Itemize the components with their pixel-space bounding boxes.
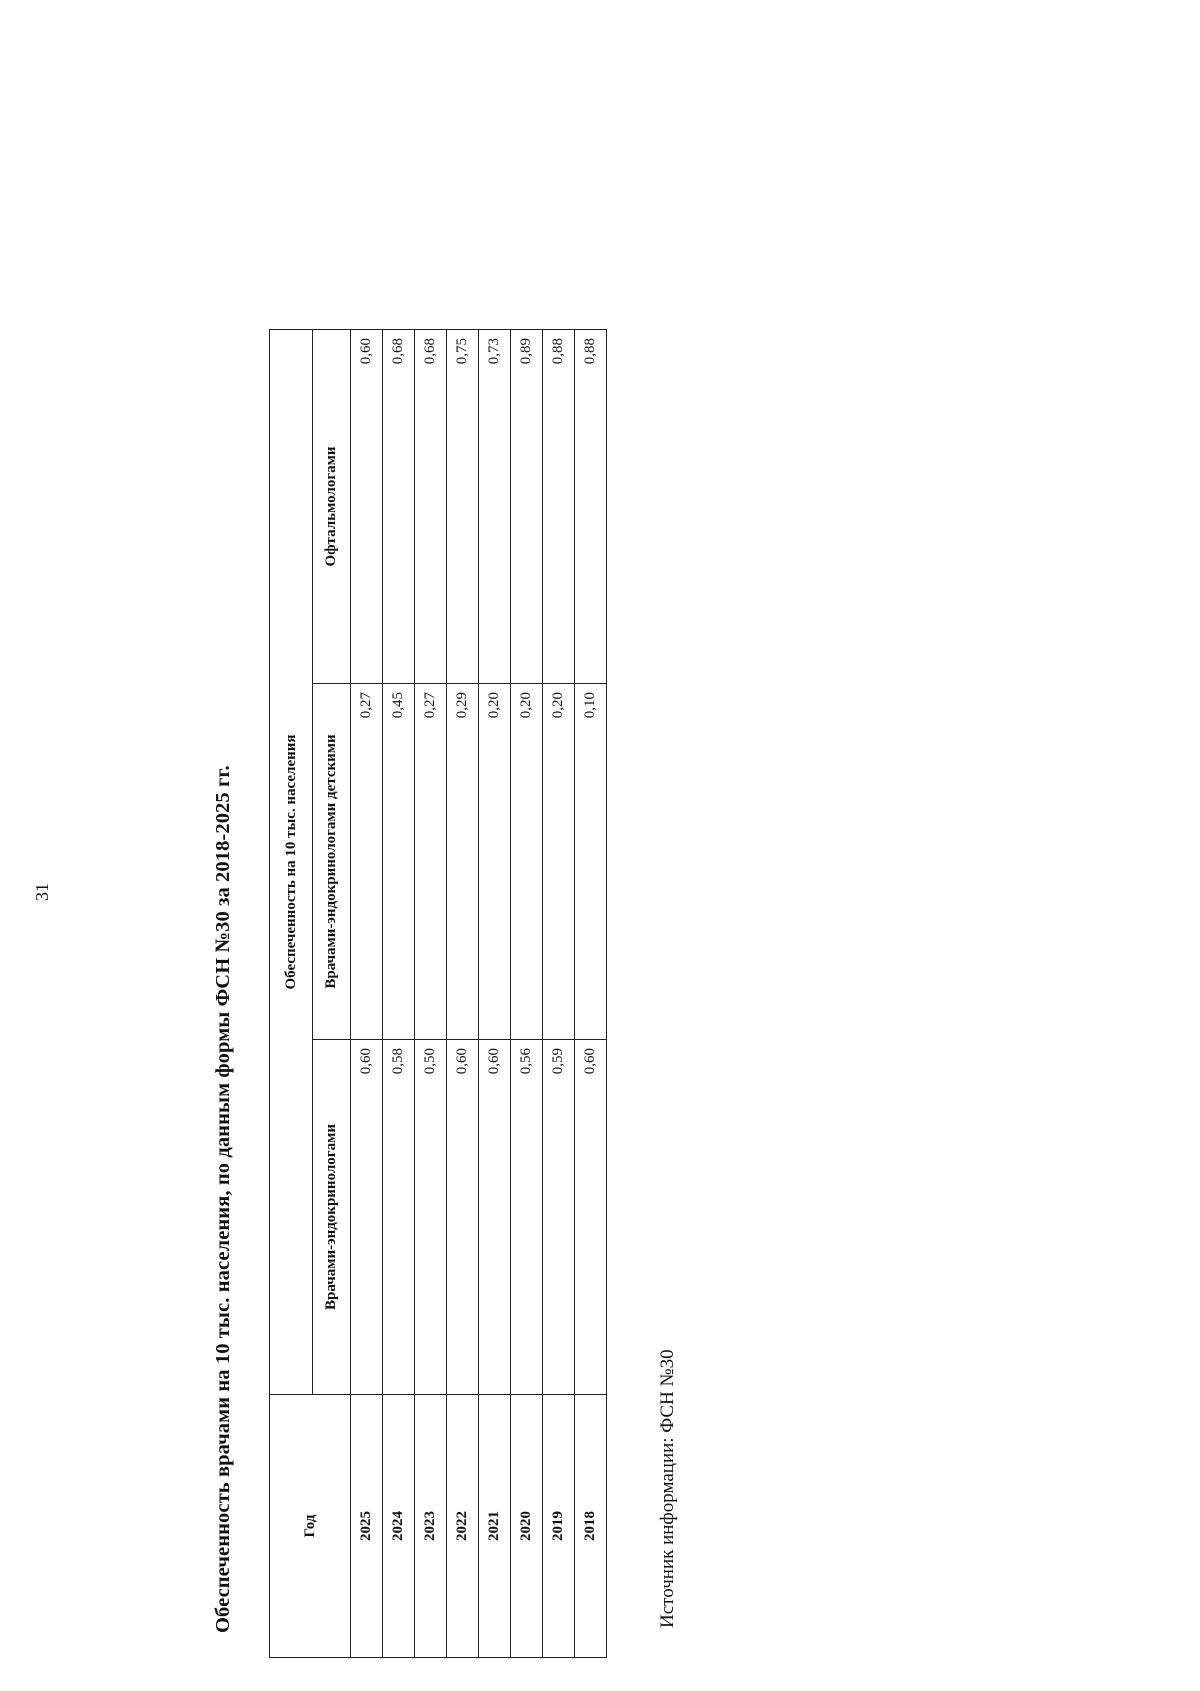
year-cell: 2025: [351, 1395, 383, 1658]
year-cell: 2023: [415, 1395, 447, 1658]
table-row: [351, 329, 383, 1657]
page-number: 31: [32, 883, 52, 901]
table-row: [543, 329, 575, 1657]
value-cell: 0,60: [447, 1040, 479, 1395]
table-row: [479, 329, 511, 1657]
value-cell: 0,88: [575, 329, 607, 683]
value-cell: 0,89: [511, 329, 543, 683]
value-cell: 0,56: [511, 1040, 543, 1395]
column-header-pediatric-endocrinologists: Врачами-эндокринологами детскими: [313, 684, 351, 1040]
value-cell: 0,10: [575, 684, 607, 1040]
table-row: [575, 329, 607, 1657]
value-cell: 0,20: [511, 684, 543, 1040]
value-cell: 0,20: [479, 684, 511, 1040]
year-column-header: Год: [270, 1395, 351, 1658]
year-cell: 2019: [543, 1395, 575, 1658]
value-cell: 0,58: [383, 1040, 415, 1395]
value-cell: 0,45: [383, 684, 415, 1040]
rotated-content: [210, 308, 870, 1658]
value-cell: 0,29: [447, 684, 479, 1040]
value-cell: 0,60: [479, 1040, 511, 1395]
value-cell: 0,75: [447, 329, 479, 683]
group-column-header: Обеспеченность на 10 тыс. населения: [270, 329, 313, 1394]
value-cell: 0,59: [543, 1040, 575, 1395]
value-cell: 0,73: [479, 329, 511, 683]
table-row: [415, 329, 447, 1657]
value-cell: 0,20: [543, 684, 575, 1040]
value-cell: 0,60: [351, 1040, 383, 1395]
year-cell: 2018: [575, 1395, 607, 1658]
year-cell: 2020: [511, 1395, 543, 1658]
table-row: [383, 329, 415, 1657]
year-cell: 2022: [447, 1395, 479, 1658]
year-cell: 2021: [479, 1395, 511, 1658]
value-cell: 0,88: [543, 329, 575, 683]
value-cell: 0,27: [415, 684, 447, 1040]
document-title: Обеспеченность врачами на 10 тыс. населения, по данным формы ФСН №30 за 2018-2025 гг.: [212, 765, 234, 1633]
value-cell: 0,50: [415, 1040, 447, 1395]
value-cell: 0,68: [383, 329, 415, 683]
value-cell: 0,60: [351, 329, 383, 683]
table-row: [511, 329, 543, 1657]
value-cell: 0,27: [351, 684, 383, 1040]
column-header-ophthalmologists: Офтальмологами: [313, 329, 351, 683]
value-cell: 0,68: [415, 329, 447, 683]
data-table: [269, 329, 607, 1658]
table-header-row: [270, 329, 313, 1657]
table-row: [447, 329, 479, 1657]
value-cell: 0,60: [575, 1040, 607, 1395]
column-header-endocrinologists: Врачами-эндокринологами: [313, 1040, 351, 1395]
source-note: Источник информации: ФСН №30: [657, 1349, 678, 1628]
year-cell: 2024: [383, 1395, 415, 1658]
